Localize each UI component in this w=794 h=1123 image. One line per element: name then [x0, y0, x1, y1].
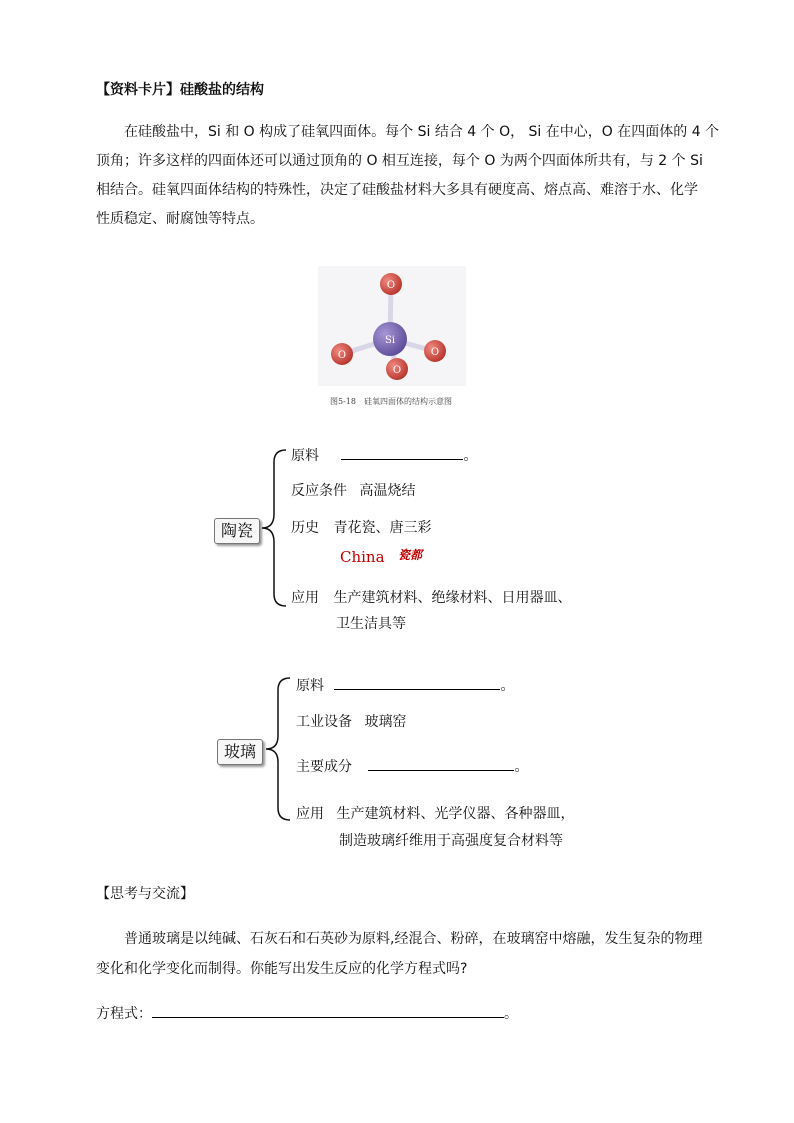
glass-equipment-label: 工业设备 — [296, 714, 352, 730]
ceramics-condition-row — [291, 481, 415, 501]
intro-line-4: 性质稳定、耐腐蚀等特点。 — [96, 211, 264, 227]
glass-application-line1: 生产建筑材料、光学仪器、各种器皿， — [336, 806, 575, 822]
equation-row — [96, 1003, 518, 1024]
oxygen-label-top: O — [386, 280, 396, 291]
ceramics-raw-material-blank[interactable] — [341, 445, 463, 460]
glass-composition-row — [296, 756, 528, 777]
intro-paragraph — [96, 118, 720, 234]
glass-application-line2: 制造玻璃纤维用于高强度复合材料等 — [339, 833, 563, 849]
oxygen-label-bottom: O — [392, 365, 402, 376]
silicon-oxygen-tetrahedron-figure — [316, 262, 486, 412]
discussion-heading: 【思考与交流】 — [96, 886, 194, 902]
discussion-line-2: 变化和化学变化而制得。你能写出发生反应的化学方程式吗? — [96, 961, 468, 977]
ceramics-raw-material-label: 原料 — [291, 448, 319, 464]
equation-period: 。 — [504, 1006, 518, 1022]
glass-composition-blank[interactable] — [368, 756, 514, 771]
figure-caption: 图5-18 硅氧四面体的结构示意图 — [330, 397, 452, 406]
ceramics-application-line2: 卫生洁具等 — [336, 616, 406, 632]
glass-application-label: 应用 — [296, 806, 324, 822]
oxygen-label-left: O — [337, 350, 347, 361]
ceramics-raw-material-row — [291, 445, 477, 466]
ceramics-application-label: 应用 — [291, 590, 319, 606]
discussion-line-1: 普通玻璃是以纯碱、石灰石和石英砂为原料,经混合、粉碎，在玻璃窑中熔融，发生复杂的物理 — [124, 931, 703, 947]
glass-equipment-row — [296, 712, 406, 732]
ceramics-condition-value: 高温烧结 — [359, 483, 416, 499]
china-text: China — [340, 548, 385, 566]
ceramics-raw-period: 。 — [463, 448, 478, 464]
glass-raw-material-label: 原料 — [296, 678, 324, 694]
silicon-label: Si — [384, 335, 396, 346]
porcelain-capital-text: 瓷都 — [398, 548, 423, 562]
discussion-paragraph — [96, 924, 708, 984]
glass-equipment-value: 玻璃窑 — [364, 714, 407, 730]
ceramics-application-row — [291, 588, 571, 608]
ceramics-history-row — [291, 518, 431, 538]
glass-composition-period: 。 — [514, 759, 529, 775]
ceramics-label: 陶瓷 — [214, 518, 260, 544]
glass-composition-label: 主要成分 — [296, 759, 352, 775]
ceramics-application-line1: 生产建筑材料、绝缘材料、日用器皿、 — [333, 590, 572, 606]
glass-application-row — [296, 804, 574, 824]
ceramics-history-label: 历史 — [291, 520, 319, 536]
glass-raw-period: 。 — [500, 678, 515, 694]
glass-raw-material-row — [296, 675, 514, 696]
ceramics-history-value: 青花瓷、唐三彩 — [333, 520, 432, 536]
ceramics-brace — [258, 448, 288, 608]
ceramics-condition-label: 反应条件 — [291, 483, 347, 499]
oxygen-label-right: O — [430, 347, 440, 358]
glass-label: 玻璃 — [217, 739, 263, 765]
equation-blank[interactable] — [152, 1003, 504, 1018]
glass-raw-material-blank[interactable] — [334, 675, 500, 690]
card-heading: 【资料卡片】硅酸盐的结构 — [96, 82, 264, 98]
glass-brace — [262, 676, 292, 822]
intro-line-3: 相结合。硅氧四面体结构的特殊性，决定了硅酸盐材料大多具有硬度高、熔点高、难溶于水、化学 — [96, 182, 698, 198]
intro-line-2: 顶角；许多这样的四面体还可以通过顶角的 O 相互连接，每个 O 为两个四面体所共有，与 2 个 Si — [96, 153, 703, 169]
equation-label: 方程式： — [96, 1006, 152, 1022]
intro-line-1: 在硅酸盐中，Si 和 O 构成了硅氧四面体。每个 Si 结合 4 个 O， Si 在中心，O 在四面体的 4 个 — [124, 124, 720, 140]
